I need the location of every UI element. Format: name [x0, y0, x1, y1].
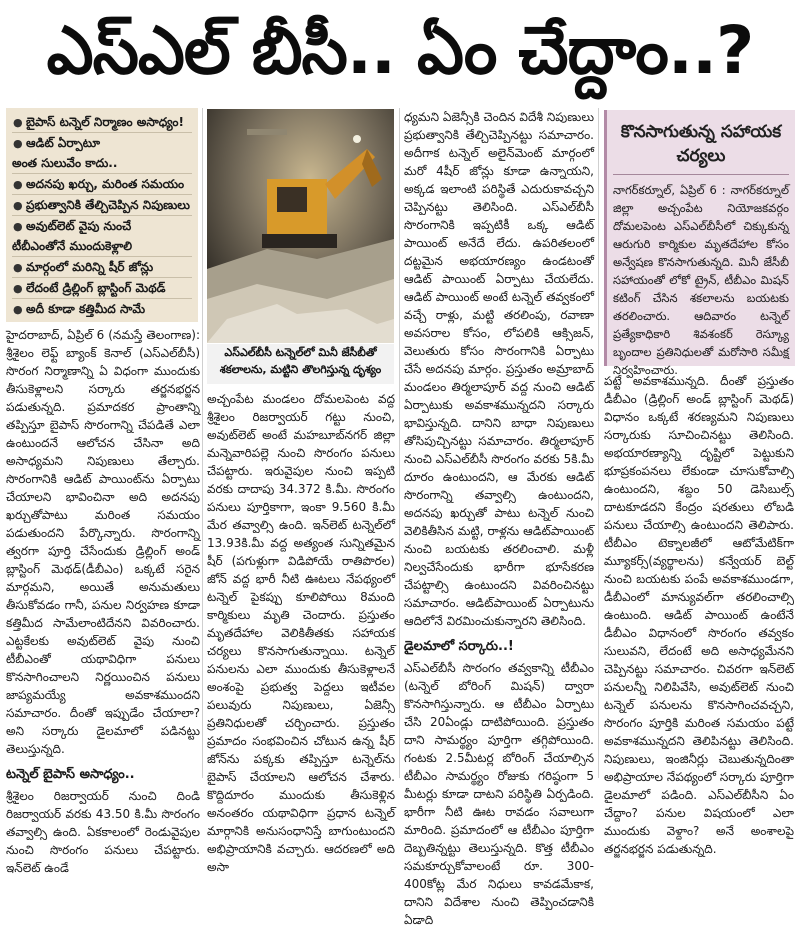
bullet-icon: ● [13, 303, 23, 316]
bullet-icon: ● [13, 178, 23, 191]
subheading: టన్నెల్ బైపాస్ అసాధ్యం.. [6, 767, 135, 782]
photo-caption: ఎస్ఎల్‌బీసీ టన్నెల్‌లో మినీ జేసీబీతో శకలాలను, మట్టిని తొలగిస్తున్న దృశ్యం [207, 344, 394, 384]
highlight-item: ● ప్రభుత్వానికి తేల్చిచెప్పిన నిపుణులు [12, 195, 192, 216]
body-paragraph: పట్టే అవకాశమున్నది. దీంతో ప్రస్తుతం డీబీఎం (డ్రిల్లింగ్ అండ్ బ్లాస్టింగ్ మెథడ్) విధానం ఒక్కటే శరణ్యమని నిపుణులు సర్కారుకు సూచించినట్టు తెలిసింది. అభయారణ్యాన్ని దృష్టిలో పెట్టుకుని భూప్రకంపనలు లేకుండా చూసుకోవాల్సి ఉంటుందని, శబ్దం 50 డెసిబుల్స్ దాటకూడదని కేంద్రం షరతులు లోబడి పనులు చేయాల్సి ఉంటుందని తెలిపారు. టీబీఎం టెక్నాలజీలో ఆటోమేటిక్‌గా మ్యూకర్స్(వ్యర్థాలను) కన్వేయర్ బెల్ట్ నుంచి బయటకు పంపే అవకాశముండగా, డీబీఎంలో మాన్యువల్‌గా తరలించాల్సి ఉంటుంది. ఆడిట్ పాయింట్ ఉంటేనే డీబీఎం విధానంలో సొరంగం తవ్వకం సులువని, లేదంటే అది అసాధ్యమేనని చెప్పినట్టు సమాచారం. చివరగా ఇన్‌లెట్ పనులన్నీ నిలిపివేసి, అవుట్‌లెట్ నుంచి టన్నెల్ పనులను కొనసాగించవచ్చని, సొరంగం పూర్తికి మరింత సమయం పట్టే అవకాశమున్నదని తెలిపినట్టు తెలిసింది. నిపుణులు, ఇంజినీర్లు చెబుతున్నదింతా అభిప్రాయాల నేపథ్యంలో సర్కారు పూర్తిగా డైలమాలో పడింది. ఎస్ఎల్‌బీసీని ఏం చేద్దాం? పనుల విషయంలో ఎలా ముందుకు వెళ్దాం? అనే అంశాలపై తర్జనభర్జన పడుతున్నది. [604, 374, 794, 856]
highlights-box [6, 108, 198, 322]
highlight-item: ● లేదంటే డ్రిల్లింగ్ బ్లాస్టింగ్ మెథడ్ [12, 278, 192, 299]
highlight-item: టీబీఎంతోనే ముందుకెళ్లాలి [12, 236, 192, 257]
headline: ఎస్ఎల్ బీసీ.. ఏం చేద్దాం..? [46, 12, 754, 89]
highlight-item: ● బైపాస్ టన్నెల్ నిర్మాణం అసాధ్యం! [12, 112, 192, 133]
highlight-item: అంత సులువేం కాదు.. [12, 153, 192, 174]
highlight-item: ● అవుట్‌లెట్ వైపు నుంచే [13, 219, 132, 233]
column-divider [399, 108, 400, 778]
bullet-icon: ● [13, 282, 23, 295]
subheading: డైలమాలో సర్కారు..! [404, 639, 514, 654]
sidebar-title: కొనసాగుతున్న సహాయక చర్యలు [613, 120, 789, 175]
column-3 [404, 108, 594, 927]
highlight-item: ● ఆడిట్ ఏర్పాటూ [13, 136, 101, 150]
sidebar-text: నాగర్‌కర్నూల్, ఏప్రిల్ 6 : నాగర్‌కర్నూల్ జిల్లా అచ్చంపేట నియోజకవర్గం దోమలపెంట ఎస్ఎల్‌బీసీలో చిక్కుకున్న ఆరుగురి కార్మికుల మృతదేహాల కోసం అన్వేషణ కొనసాగుతున్నది. మినీ జేసీబీ సహాయంతో లోకో ట్రైన్, టీబీఎం మిషన్ కటింగ్ చేసిన శకలాలను బయటకు తరలించారు. ఆదివారం టన్నెల్ ప్రత్యేకాధికారి శివశంకర్ రెస్క్యూ బృందాల ప్రతినిధులతో మరోసారి సమీక్ష నిర్వహించారు. [613, 183, 789, 377]
body-paragraph: ధ్యమని ఏజెన్సీకి చెందిన విదేశీ నిపుణులు ప్రభుత్వానికి తేల్చిచెప్పినట్టు సమాచారం. అదీగాక టన్నెల్ అలైన్‌మెంట్ మార్గంలో మరో 4షీర్ జోన్లు కూడా ఉన్నాయని, అక్కడ ఇలాంటి పరిస్థితే ఎదురుకావచ్చని చెప్పినట్టు తెలిసింది. ఎస్ఎల్‌బీసీ సొరంగానికి ఇప్పటికీ ఒక్క ఆడిట్ పాయింట్ అనేదే లేదు. ఉపరితలంలో దట్టమైన అభయారణ్యం ఉండటంతో ఆడిట్ పాయింట్ ఏర్పాటు చేయలేదు. ఆడిట్ పాయింట్ అంటే టన్నెల్ తవ్వకంలో వచ్చే రాళ్లు, మట్టి తరలింపు, రవాణా అవసరాల కోసం, లోపలికి ఆక్సిజన్, వెలుతురు కోసం సొరంగానికి ఏర్పాటు చేసే అదనపు మార్గం. ప్రస్తుతం అమ్రాబాద్ మండలం తిర్మలాపూర్ వద్ద నుంచి ఆడిట్ ఏర్పాటుకు అవకాశమున్నదని సర్కారు భావిస్తున్నది. దానిని బాధా నిపుణులు తోసిపుచ్చినట్టు సమాచారం. తిర్మలాపూర్ నుంచి ఎస్ఎల్‌బీసీ సొరంగం వరకు 5కి.మీ దూరం ఉంటుందని, ఆ మేరకు ఆడిట్ సొరంగాన్ని తవ్వాల్సి ఉంటుందని, అదనపు ఖర్చుతో పాటు టన్నెల్ నుంచి వెలికితీసిన మట్టి, రాళ్లను ఆడిట్‌పాయింట్ నుంచి బయటకు తరలించాలి. మళ్లీ నిల్వచేసేందుకు భారీగా భూసేకరణ చేపట్టాల్సి ఉంటుందని వివరించినట్టు సమాచారం. ఆడిట్‌పాయింట్ ఏర్పాటును ఆదిలోనే విరమించుకున్నారని తెలిసింది. [404, 110, 594, 628]
highlights-list [6, 108, 198, 319]
body-paragraph: హైదరాబాద్, ఏప్రిల్ 6 (నమస్తే తెలంగాణ): శ్రీశైలం లెఫ్ట్ బ్యాంక్ కెనాల్ (ఎస్ఎల్‌బీసీ) సొరంగ నిర్మాణాన్ని ఏ విధంగా ముందుకు తీసుకెళ్లాలని సర్కారు తర్జనభర్జన పడుతున్నది. ప్రమాదకర ప్రాంతాన్ని తప్పిస్తూ బైపాస్ సొరంగాన్ని చేపడితే ఎలా ఉంటుందనే ఆలోచన చేసినా అది అసాధ్యమని నిపుణులు తేల్చారు. సొరంగానికి ఆడిట్ పాయింట్‌ను ఏర్పాటు చేయాలని భావించినా అది అదనపు ఖర్చుతోపాటు మరింత సమయం పడుతుందని పేర్కొన్నారు. సొరంగాన్ని త్వరగా పూర్తి చేసేందుకు డ్రిల్లింగ్ అండ్ బ్లాస్టింగ్ మెథడ్(డీబీఎం) ఒక్కటే సరైన మార్గమని, అయితే అనుమతులు తీసుకోవడం గానీ, పనుల నిర్వహణ కూడా కత్తిమీద సామేలాంటిదేనని వివరించారు. ఎట్టకేలకు అవుట్‌లెట్ వైపు నుంచి టీబీఎంతో యథావిధిగా పనులు కొనసాగించాలని నిర్ణయించిన పనులు జాప్యమయ్యే అవకాశముందని సమాచారం. దీంతో ఇప్పుడేం చేయాలా? అని సర్కారు డైలమాలో పడినట్టు తెలుస్తున్నది. [6, 328, 200, 756]
bullet-icon: ● [13, 116, 23, 129]
highlight-item: ● అదనపు ఖర్చు, మరింత సమయం [12, 174, 192, 195]
body-paragraph: శ్రీశైలం రిజర్వాయర్ నుంచి దిండి రిజర్వాయర్ వరకు 43.50 కి.మీ సొరంగం తవ్వాల్సి ఉంది. ఏకకాలంలో రెండువైపుల నుంచి సొరంగం పనులు చేపట్టారు. ఇన్‌లెట్ ఉండే [6, 789, 200, 875]
column-1 [6, 326, 200, 875]
column-2 [207, 390, 395, 874]
column-divider [202, 108, 203, 778]
body-paragraph: అచ్చంపేట మండలం దోమలపెంట వద్ద శ్రీశైలం రిజర్వాయర్ గట్టు నుంచి, అవుట్‌లెట్ అంటే మహబూబ్‌నగర్ జిల్లా మన్నెవారిపల్లె నుంచి సొరంగం పనులు చేపట్టారు. ఇరువైపుల నుంచి ఇప్పటి వరకు దాదాపు 34.372 కి.మీ. సొరంగం పనులు పూర్తికాగా, ఇంకా 9.560 కి.మీ మేర తవ్వాల్సి ఉంది. ఇన్‌లెట్ టన్నెల్‌లో 13.93కి.మీ వద్ద అత్యంత సున్నితమైన షీర్ (పగుళ్లుగా విడిపోయే రాతిపొరల) జోన్ వద్ద భారీ నీటి ఊటలు నేపథ్యంలో టన్నెల్ పైకప్పు కూలిపోయి 8మంది కార్మికులు మృతి చెందారు. ప్రస్తుతం మృతదేహాల వెలికితీతకు సహాయక చర్యలు కొనసాగుతున్నాయి. టన్నెల్ పనులను ఎలా ముందుకు తీసుకెళ్లాలనే అంశంపై ప్రభుత్వ పెద్దలు ఇటీవల పలువురు నిపుణులు, ఏజెన్సీ ప్రతినిధులతో చర్చించారు. ప్రస్తుతం ప్రమాదం సంభవించిన చోటున ఉన్న షీర్ జోన్‌ను పక్కకు తప్పిస్తూ టన్నెల్‌ను బైపాస్ చేయాలని ఆలోచన చేశారు. కొద్దిదూరం ముందుకు తీసుకెళ్లిన అనంతరం యథావిధిగా ప్రధాన టన్నెల్ మార్గానికి అనుసంధానిస్తే బాగుంటుందని అభిప్రాయానికి వచ్చారు. ఆదరణలో అది అసా [207, 392, 395, 874]
bullet-icon: ● [13, 199, 23, 212]
bullet-icon: ● [13, 137, 23, 150]
tunnel-excavator-image [207, 109, 394, 343]
body-paragraph: ఎస్ఎల్‌బీసీ సొరంగం తవ్వకాన్ని టీబీఎం (టన్నెల్ బోరింగ్ మిషన్) ద్వారా కొనసాగిస్తున్నారు. ఆ టీబీఎం ఏర్పాటు చేసి 20ఏండ్లు దాటిపోయింది. ప్రస్తుతం దాని సామర్థ్యం పూర్తిగా తగ్గిపోయింది. గంటకు 2.5మీటర్ల బోరింగ్ చేయాల్సిన టీబీఎం సామర్థ్యం రోజుకు గరిష్ఠంగా 5 మీటర్లు కూడా దాటని పరిస్థితి ఏర్పడింది. భారీగా నీటి ఊట రావడం సవాలుగా మారింది. ప్రమాదంలో ఆ టీబీఎం పూర్తిగా దెబ్బతిన్నట్టు తెలుస్తున్నది. కొత్త టీబీఎం సమకూర్చుకోవాలంటే రూ. 300-400కోట్ల మేర నిధులు కావడమేకాక, దానిని విదేశాల నుంచి తెప్పించడానికి ఏడాది [404, 661, 594, 927]
highlight-item: ● అదీ కూడా కత్తిమీద సామే [13, 302, 146, 316]
column-divider [598, 108, 599, 778]
tunnel-photo [207, 109, 394, 343]
sidebar-box [604, 110, 795, 377]
bullet-icon: ● [13, 261, 23, 274]
highlight-item: ● మార్గంలో మరిన్ని షీర్ జోన్లు [12, 257, 192, 278]
column-4 [604, 372, 794, 856]
bullet-icon: ● [13, 220, 23, 233]
